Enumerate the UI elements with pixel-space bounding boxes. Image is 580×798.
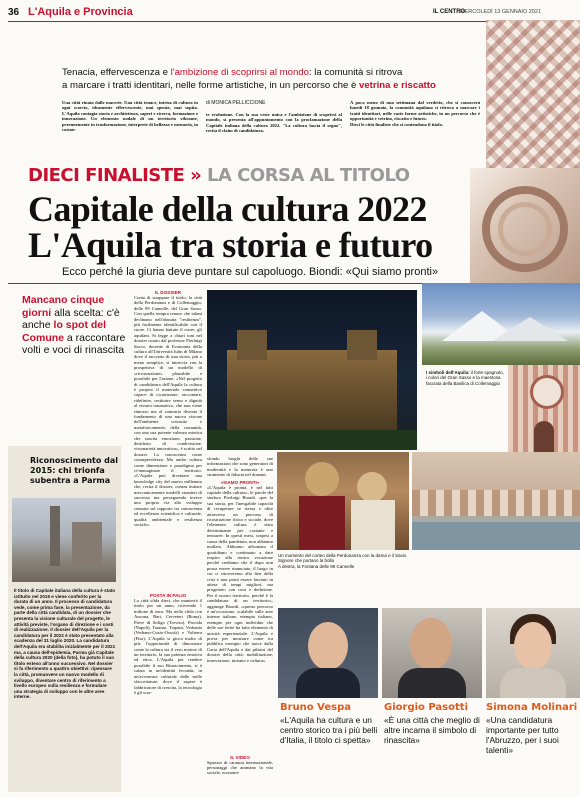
person-vespa bbox=[280, 702, 378, 745]
person-molinari bbox=[486, 702, 580, 755]
top-deck bbox=[62, 66, 482, 92]
kicker-separator: » bbox=[190, 165, 202, 186]
sidebar-box-text: Il titolo di Capitale italiana della cultura è stato istituito nel 2015 e viene conferito per la durata di un anno. Il processo di candidatura vede, come prima fase, la presentazione, da parte della città candidata, di un dossier che presenta la visione culturale del progetto, le attività previste, l'organo di direzione e i costi di realizzazione. Il dossier dell'Aquila per la candidatura per il 2022 è stato presentato alla scadenza del 31 luglio 2020. La candidatura dell'Aquila era stabilita inizialmente per il 2021 ma, a causa dell'epidemia, Parma già Capitale della cultura 2020 (della foto), ha potuto il suo titolo esteso all'anno successivo. Nel dossier si fa riferimento a quattro obiettivi: ripensare la città, promuovere un nuovo modello di sviluppo, diventare centro di riferimento a livello europeo sulla resilienza e formulare una strategia di sviluppo con le altre aree interne. bbox=[14, 588, 116, 700]
person-name: Bruno Vespa bbox=[280, 702, 351, 713]
caption-fountain-text: A destra, la Fontana delle 99 Cannelle bbox=[278, 563, 355, 569]
intro-col-1: Una città rinata dalle macerie. Una città tenace, intrisa di cultura in ogni scorcio, ideamente effervescente, mai spenta, mai sopita. L'Aquila contagia storia e architettura, saperi e ricerca, formazione e innovazione. Un elemento nodale di un territorio vibrante, perennemente in trasformazione, interprete di bellezza e memoria, in costan- bbox=[62, 100, 198, 133]
caption-perdonanza bbox=[278, 553, 408, 569]
kicker-finaliste: DIECI FINALISTE bbox=[28, 165, 185, 186]
deck-text-a: Tenacia, effervescenza e bbox=[62, 67, 171, 78]
article-pronti-text: «L'Aquila è pronta, è nel fatti capitale della cultura», le parole del sindaco Pierluigi Biondi. «per la sua storia, per l'inesgabile capacità di recuperare se stessa e oltre attraverso un percorso di ricostruzione fisica e sociale, dove l'elemento cultura è stato determinante per costante e tenoaree. In questi mesi, sospesi a causa della pandemia, non abbiamo mollato. Abbiamo affrontato il quotidiano e continuato a dare respiro alla nostra vocazione perché crediamo che il dopo non possa essere rinunciato, il luogo in cui ci ritroveremo alla fine della crisi e non potrà essere lasciato in attesa di tempi migliori, ma progettato con cura e dedizione. Per il nostro territorio, perché è la candidatura di un territorio», aggiunge Biondi, «questo percorso è un'occasione, scalabile sulle aree interne italiane, esempio italiano, esempio per ogni individuo che delle sue ferite ha fatto elemento di unicità esperienziale. L'Aquila e prova per mostrare come tra pubblico esempio che nasce dalla Carta dell'Aquila e dai pilastri del dossier della città: mobilitazione, innovazione, turismo e cultura». bbox=[207, 484, 273, 663]
gran-sasso-photo bbox=[422, 283, 580, 365]
headline-line-2: L'Aquila tra storia e futuro bbox=[28, 225, 433, 265]
person-name: Giorgio Pasotti bbox=[384, 702, 468, 713]
headline-line-1: Capitale della cultura 2022 bbox=[28, 189, 427, 229]
simona-molinari-photo bbox=[486, 608, 580, 698]
caption-symbols bbox=[426, 370, 506, 386]
person-pasotti bbox=[384, 702, 482, 745]
article-posta-text: La città sfida dieci, che manterrà il titolo per un anno, ricevendo 1 milione di euro. Ma nella sfida con Ancona, Bari, Cerveteri (Roma), Pieve di Soligo (Treviso), Procida (Napoli), Taranto, Trapani, Verbania (Verbano-Cusio-Ossola) e Volterra (Pisa), L'Aquila si gioca molto di più: l'opportunità di dimostrare come la cultura sia il vero motore di un territorio, la sua potenza emotiva ed etica. L'Aquila per rendere possibile il suo Rinascimento, si è calata in un'identità feconda, in un'avventura culturale dalle mille sfaccettature, dove il sapere è fabbricatore di crescita, la tecnologia è gli scor- bbox=[134, 598, 202, 695]
label-dossier: IL DOSSIER bbox=[155, 290, 181, 295]
giorgio-pasotti-photo bbox=[382, 608, 482, 698]
subhead: Ecco perché la giuria deve puntare sul capoluogo. Biondi: «Qui siamo pronti» bbox=[62, 266, 439, 278]
section-title: L'Aquila e Provincia bbox=[28, 6, 133, 18]
sidebar-teaser-a: Mancano cinque giorni bbox=[22, 294, 105, 319]
person-quote: «L'Aquila ha cultura e un centro storico tra i più belli d'Italia, il titolo ci spetta» bbox=[280, 715, 378, 745]
article-video-text: Sponsor di caratura internazionale, personaggi che animano la vita sociale, economi- bbox=[207, 759, 273, 776]
intro-col-3: A poco meno di una settimana dal verdetto, che si conoscerà lunedì 18 gennaio, la comunità aquilana si ritrova a marcare i tratti identitari, nelle varie forme artistiche, in un percorso che è opportunità e vetrina, riscatto e futuro. Dieci le città finaliste che si contendono il titolo. bbox=[350, 100, 480, 127]
perdonanza-parade-photo bbox=[277, 452, 409, 550]
deck-text-d: a marcare i tratti identitari, nelle forme artistiche, in un percorso che è bbox=[62, 80, 360, 91]
intro-col-2: te evoluzione. Con la sua veste unica e l'ambizione di scoprirsi al mondo, si presenta all'appuntamento con la proclamazione della Capitale italiana della cultura 2022. "La cultura lascia il segno", recita il claim di candidatura. bbox=[206, 112, 342, 134]
person-name: Simona Molinari bbox=[486, 702, 578, 713]
sidebar-box-title: Riconoscimento dal 2015: chi trionfa subentra a Parma bbox=[30, 456, 119, 485]
person-quote: «È una città che meglio di altre incarna il simbolo di rinascita» bbox=[384, 715, 480, 745]
bruno-vespa-photo bbox=[278, 608, 378, 698]
deck-text-c: : la comunità si ritrova bbox=[308, 67, 403, 78]
kicker bbox=[28, 165, 410, 186]
deck-highlight-2: vetrina e riscatto bbox=[359, 80, 436, 91]
sidebar-teaser-d: a raccontare volti e voci di rinascita bbox=[22, 331, 126, 356]
collemaggio-facade-photo bbox=[508, 365, 580, 453]
label-video: IL VIDEO bbox=[230, 754, 250, 760]
caption-symbols-text: il forte spagnolo, i colori del Gran Sasso e la maestosa facciata della Basilica di Collemaggio bbox=[426, 370, 504, 386]
issue-date: MERCOLEDÌ 13 GENNAIO 2021 bbox=[460, 9, 542, 15]
article-dossier-text: Conta di strappare il titolo, la città della Perdonanza e di Collemaggio, delle 99 Cannelle, del Gran Sasso. Con quella tempra tenace che taluni declinano nell'abusata "resilienza", più facilmente identificabile con il cuore. Ci hanno battuto il cuore, gli aquilani. Si legge a chiari toni nel dossier curato dal professor Pierluigi Sacco, docente di Economia della cultura all'Università Iulm di Milano dove il racconto di una storia, più o meno semplice, si intreccia con la prospettiva di un modello di «ricostruzione» plausibile e possibile per l'azione. «Nel progetto di candidatura dell'Aquila la cultura è proprio il materiale connettivo capace di cicatrizzare, raccontare, ridefinire, restituire senso e dignità al vissuto traumatico, che non viene rimosso ma al contrario diventa il fondamento di una nuova visione dell'ambiente costruito e metaforicamente, della comunità, con una sua potente valenza estetica che suscita emozione, passione, desiderio di condivisione, visionarietà innovativa», è scritto nel dossier. La conoscenza come consapevolezza. Ma anche cultura come dimensione e paradigma per ri-immaginare il territorio. «L'Aquila può diventare una knowledge city del nuovo millennio che, recita il dossier, «senza imitare meccanicamente modelli stranieri di successo ma perseguendo invece una propria via allo sviluppo centrata sul rapporto tra conoscenza ed eccellenza scientifica e culturale, qualità ambientale e resilienza sociale». bbox=[134, 295, 202, 528]
fortress-night-photo bbox=[207, 290, 417, 450]
caption-perdonanza-text: Un momento del corteo della Perdonanza con la dama e il Savio Signore che portano la bolla bbox=[278, 553, 407, 564]
basilica-facade-photo-top bbox=[486, 20, 580, 168]
parma-photo bbox=[12, 498, 116, 582]
page-number: 36 bbox=[8, 7, 20, 18]
person-quote: «Una candidatura importante per tutto l'Abruzzo, per i suoi talenti» bbox=[486, 715, 559, 755]
fountain-99-spouts-photo bbox=[412, 452, 580, 550]
article-continuation: sfondo luoghi delle sue informazioni che sono generatori di modernità e la memoria è uno strumento di fiducia nel domani. bbox=[207, 456, 273, 478]
sidebar-box bbox=[8, 446, 121, 792]
article-col-2 bbox=[207, 456, 273, 776]
sidebar-teaser-b: alla scelta: c'è anche bbox=[22, 306, 120, 331]
label-posta: POSTA IN PALIO bbox=[149, 593, 187, 598]
caption-symbols-lead: I simboli dell'Aquila: bbox=[426, 370, 470, 375]
article-col-1 bbox=[134, 290, 202, 786]
kicker-race: LA CORSA AL TITOLO bbox=[207, 165, 410, 186]
label-pronti: «SIAMO PRONTI» bbox=[220, 479, 260, 485]
sidebar-teaser-c: lo spot del Comune bbox=[22, 319, 107, 344]
sidebar-teaser bbox=[22, 294, 130, 357]
paper-name: IL CENTRO bbox=[433, 9, 466, 15]
byline: di MONICA PELLICCIONE bbox=[206, 100, 266, 106]
deck-highlight-1: l'ambizione di scoprirsi al mondo bbox=[170, 67, 309, 78]
